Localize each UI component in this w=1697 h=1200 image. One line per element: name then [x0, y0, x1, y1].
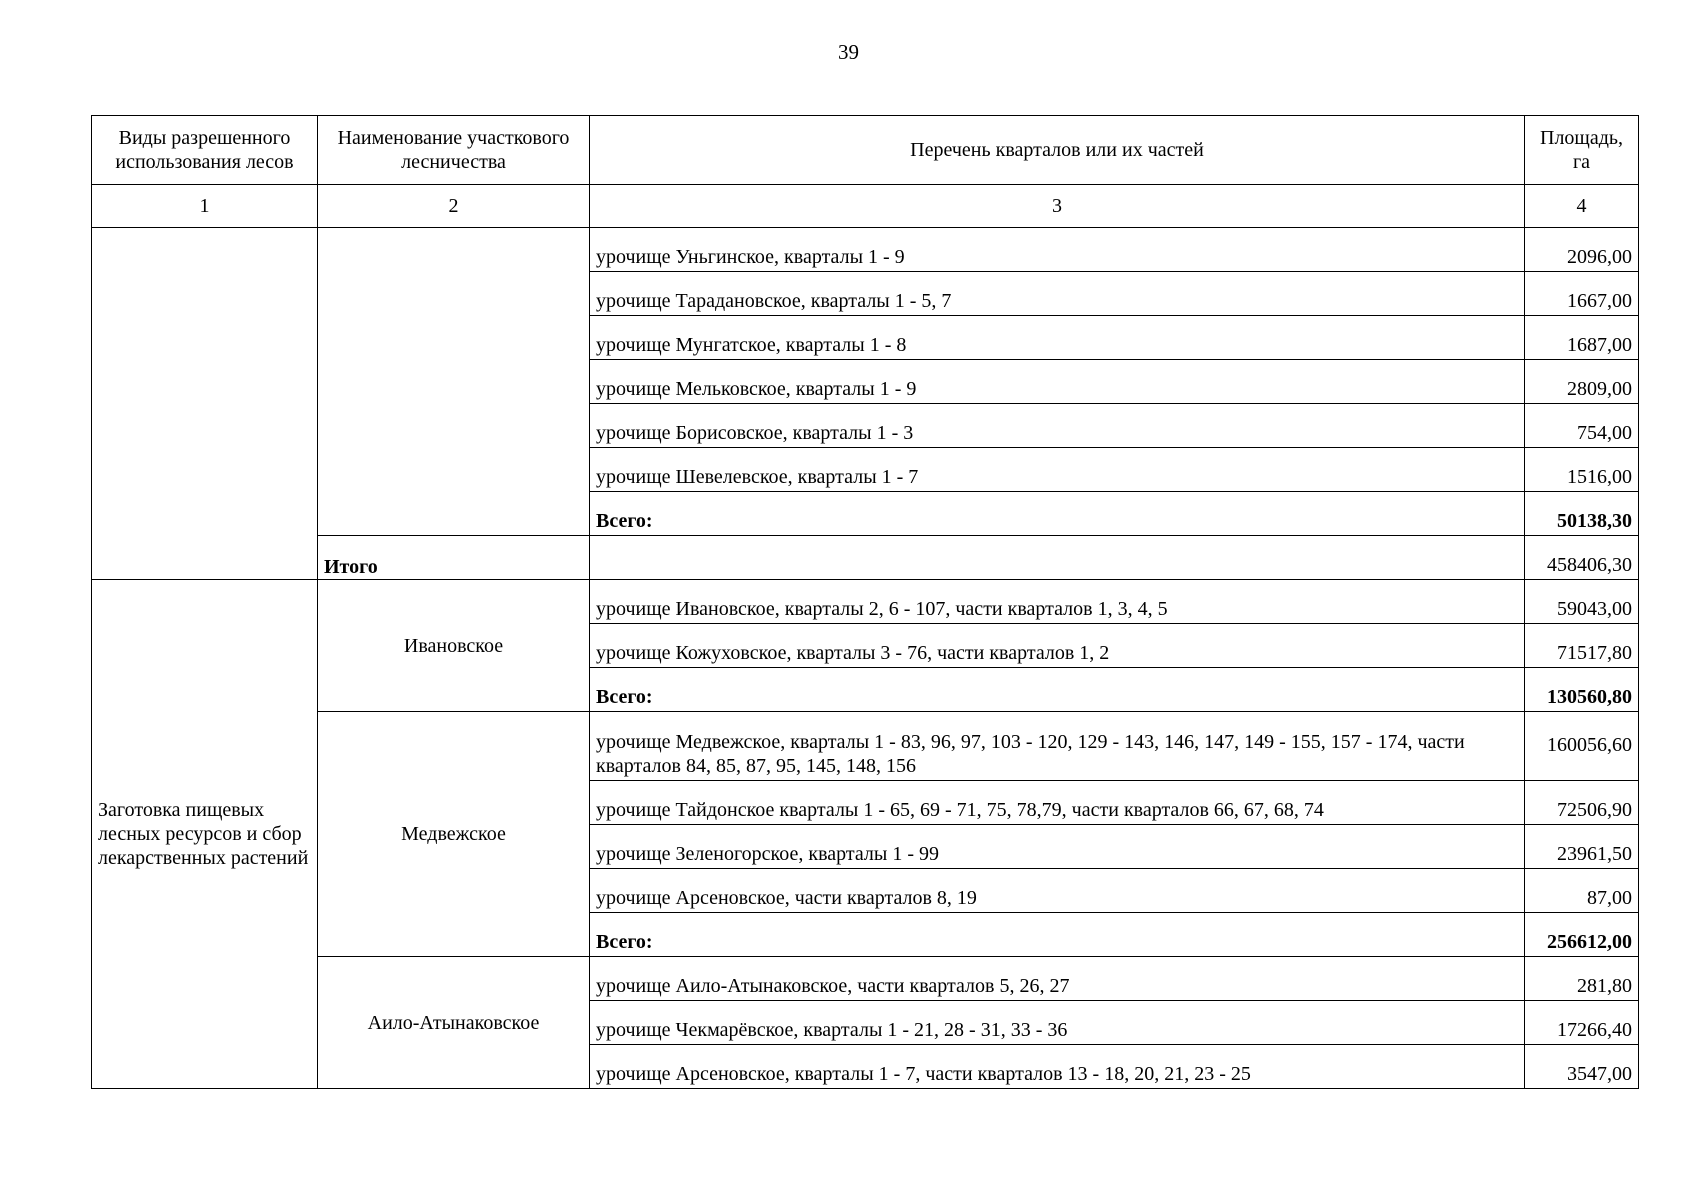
column-number-row [92, 185, 1639, 228]
area-cell: 2096,00 [1525, 228, 1639, 272]
area-cell: 281,80 [1525, 957, 1639, 1001]
header-row [92, 116, 1639, 185]
area-cell: 1516,00 [1525, 448, 1639, 492]
parcel-cell: урочище Мунгатское, кварталы 1 - 8 [590, 316, 1525, 360]
column-number: 2 [318, 185, 590, 228]
area-cell: 87,00 [1525, 869, 1639, 913]
header-use-type: Виды разрешенного использования лесов [92, 116, 318, 185]
parcel-cell: урочище Борисовское, кварталы 1 - 3 [590, 404, 1525, 448]
parcel-cell: урочище Аило-Атынаковское, части кварталов 5, 26, 27 [590, 957, 1525, 1001]
subtotal-value: 130560,80 [1525, 668, 1639, 712]
column-number: 3 [590, 185, 1525, 228]
parcel-cell: урочище Арсеновское, части кварталов 8, 19 [590, 869, 1525, 913]
area-cell: 59043,00 [1525, 580, 1639, 624]
table-row [92, 228, 1639, 272]
parcel-cell: урочище Чекмарёвское, кварталы 1 - 21, 28 - 31, 33 - 36 [590, 1001, 1525, 1045]
table-row [92, 957, 1639, 1001]
area-cell: 17266,40 [1525, 1001, 1639, 1045]
parcel-cell: урочище Тайдонское кварталы 1 - 65, 69 - 71, 75, 78,79, части кварталов 66, 67, 68, 74 [590, 781, 1525, 825]
subtotal-label: Всего: [590, 492, 1525, 536]
use-type-cell: Заготовка пищевых лесных ресурсов и сбор лекарственных растений [92, 580, 318, 1089]
area-cell: 72506,90 [1525, 781, 1639, 825]
grand-total-label: Итого [318, 536, 590, 580]
header-quarters-list: Перечень кварталов или их частей [590, 116, 1525, 185]
parcel-cell: урочище Шевелевское, кварталы 1 - 7 [590, 448, 1525, 492]
column-number: 4 [1525, 185, 1639, 228]
area-cell: 1667,00 [1525, 272, 1639, 316]
area-cell: 1687,00 [1525, 316, 1639, 360]
forestry-name-cell: Ивановское [318, 580, 590, 712]
area-cell: 23961,50 [1525, 825, 1639, 869]
area-cell: 754,00 [1525, 404, 1639, 448]
parcel-cell: урочище Мельковское, кварталы 1 - 9 [590, 360, 1525, 404]
forestry-name-cell: Аило-Атынаковское [318, 957, 590, 1089]
header-area: Площадь, га [1525, 116, 1639, 185]
subtotal-label: Всего: [590, 668, 1525, 712]
page-number: 39 [838, 40, 859, 64]
table-row [92, 712, 1639, 781]
area-cell: 2809,00 [1525, 360, 1639, 404]
column-number: 1 [92, 185, 318, 228]
use-type-cell-empty [92, 228, 318, 580]
parcel-cell: урочище Кожуховское, кварталы 3 - 76, части кварталов 1, 2 [590, 624, 1525, 668]
subtotal-value: 50138,30 [1525, 492, 1639, 536]
area-cell: 71517,80 [1525, 624, 1639, 668]
subtotal-value: 256612,00 [1525, 913, 1639, 957]
parcel-cell: урочище Уньгинское, кварталы 1 - 9 [590, 228, 1525, 272]
forestry-name-cell: Медвежское [318, 712, 590, 957]
parcel-cell: урочище Арсеновское, кварталы 1 - 7, части кварталов 13 - 18, 20, 21, 23 - 25 [590, 1045, 1525, 1089]
forest-use-table [91, 115, 1639, 1089]
header-forestry-name: Наименование участкового лесничества [318, 116, 590, 185]
table-row [92, 580, 1639, 624]
parcel-cell: урочище Медвежское, кварталы 1 - 83, 96, 97, 103 - 120, 129 - 143, 146, 147, 149 - 155, 157 - 174, части кварталов 84, 85, 87, 95, 145, 148, 156 [590, 712, 1525, 781]
grand-total-empty [590, 536, 1525, 580]
parcel-cell: урочище Тарадановское, кварталы 1 - 5, 7 [590, 272, 1525, 316]
area-cell: 160056,60 [1525, 712, 1639, 781]
area-cell: 3547,00 [1525, 1045, 1639, 1089]
parcel-cell: урочище Зеленогорское, кварталы 1 - 99 [590, 825, 1525, 869]
subtotal-label: Всего: [590, 913, 1525, 957]
grand-total-value: 458406,30 [1525, 536, 1639, 580]
parcel-cell: урочище Ивановское, кварталы 2, 6 - 107, части кварталов 1, 3, 4, 5 [590, 580, 1525, 624]
forestry-cell-empty [318, 228, 590, 536]
grand-total-row [92, 536, 1639, 580]
